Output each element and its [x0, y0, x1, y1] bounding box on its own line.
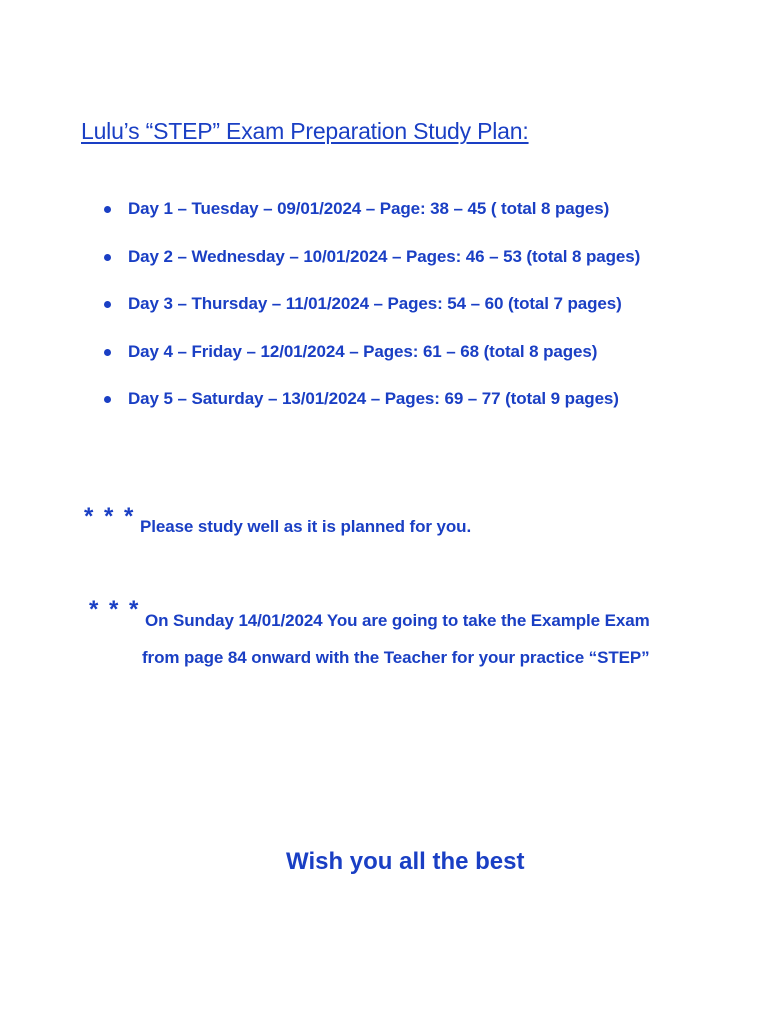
bullet-icon — [104, 254, 111, 261]
bullet-icon — [104, 396, 111, 403]
list-item-day-1 — [104, 198, 640, 246]
study-note-text: Please study well as it is planned for you. — [140, 517, 472, 536]
exam-note-line-1: On Sunday 14/01/2024 You are going to take the Example Exam — [145, 611, 650, 630]
day-3-text: Day 3 – Thursday – 11/01/2024 – Pages: 54 – 60 (total 7 pages) — [128, 294, 622, 313]
exam-note-line-2: from page 84 onward with the Teacher for your practice “STEP” — [142, 648, 650, 667]
bullet-icon — [104, 206, 111, 213]
closing-message: Wish you all the best — [286, 848, 525, 875]
day-2-text: Day 2 – Wednesday – 10/01/2024 – Pages: 46 – 53 (total 8 pages) — [128, 246, 641, 266]
list-item-day-3 — [104, 293, 640, 341]
bullet-icon — [104, 301, 111, 308]
list-item-day-5 — [104, 388, 640, 436]
study-plan-list — [104, 198, 640, 436]
bullet-icon — [104, 349, 111, 356]
day-4-text: Day 4 – Friday – 12/01/2024 – Pages: 61 – 68 (total 8 pages) — [128, 341, 598, 361]
page-title: Lulu’s “STEP” Exam Preparation Study Plan: — [81, 118, 529, 144]
day-1-text: Day 1 – Tuesday – 09/01/2024 – Page: 38 – 45 ( total 8 pages) — [128, 199, 610, 218]
day-5-text: Day 5 – Saturday – 13/01/2024 – Pages: 69 – 77 (total 9 pages) — [128, 389, 619, 408]
list-item-day-2 — [104, 246, 640, 294]
list-item-day-4 — [104, 341, 640, 389]
asterisk-marker: * * * — [89, 596, 141, 623]
asterisk-marker: * * * — [84, 503, 136, 530]
